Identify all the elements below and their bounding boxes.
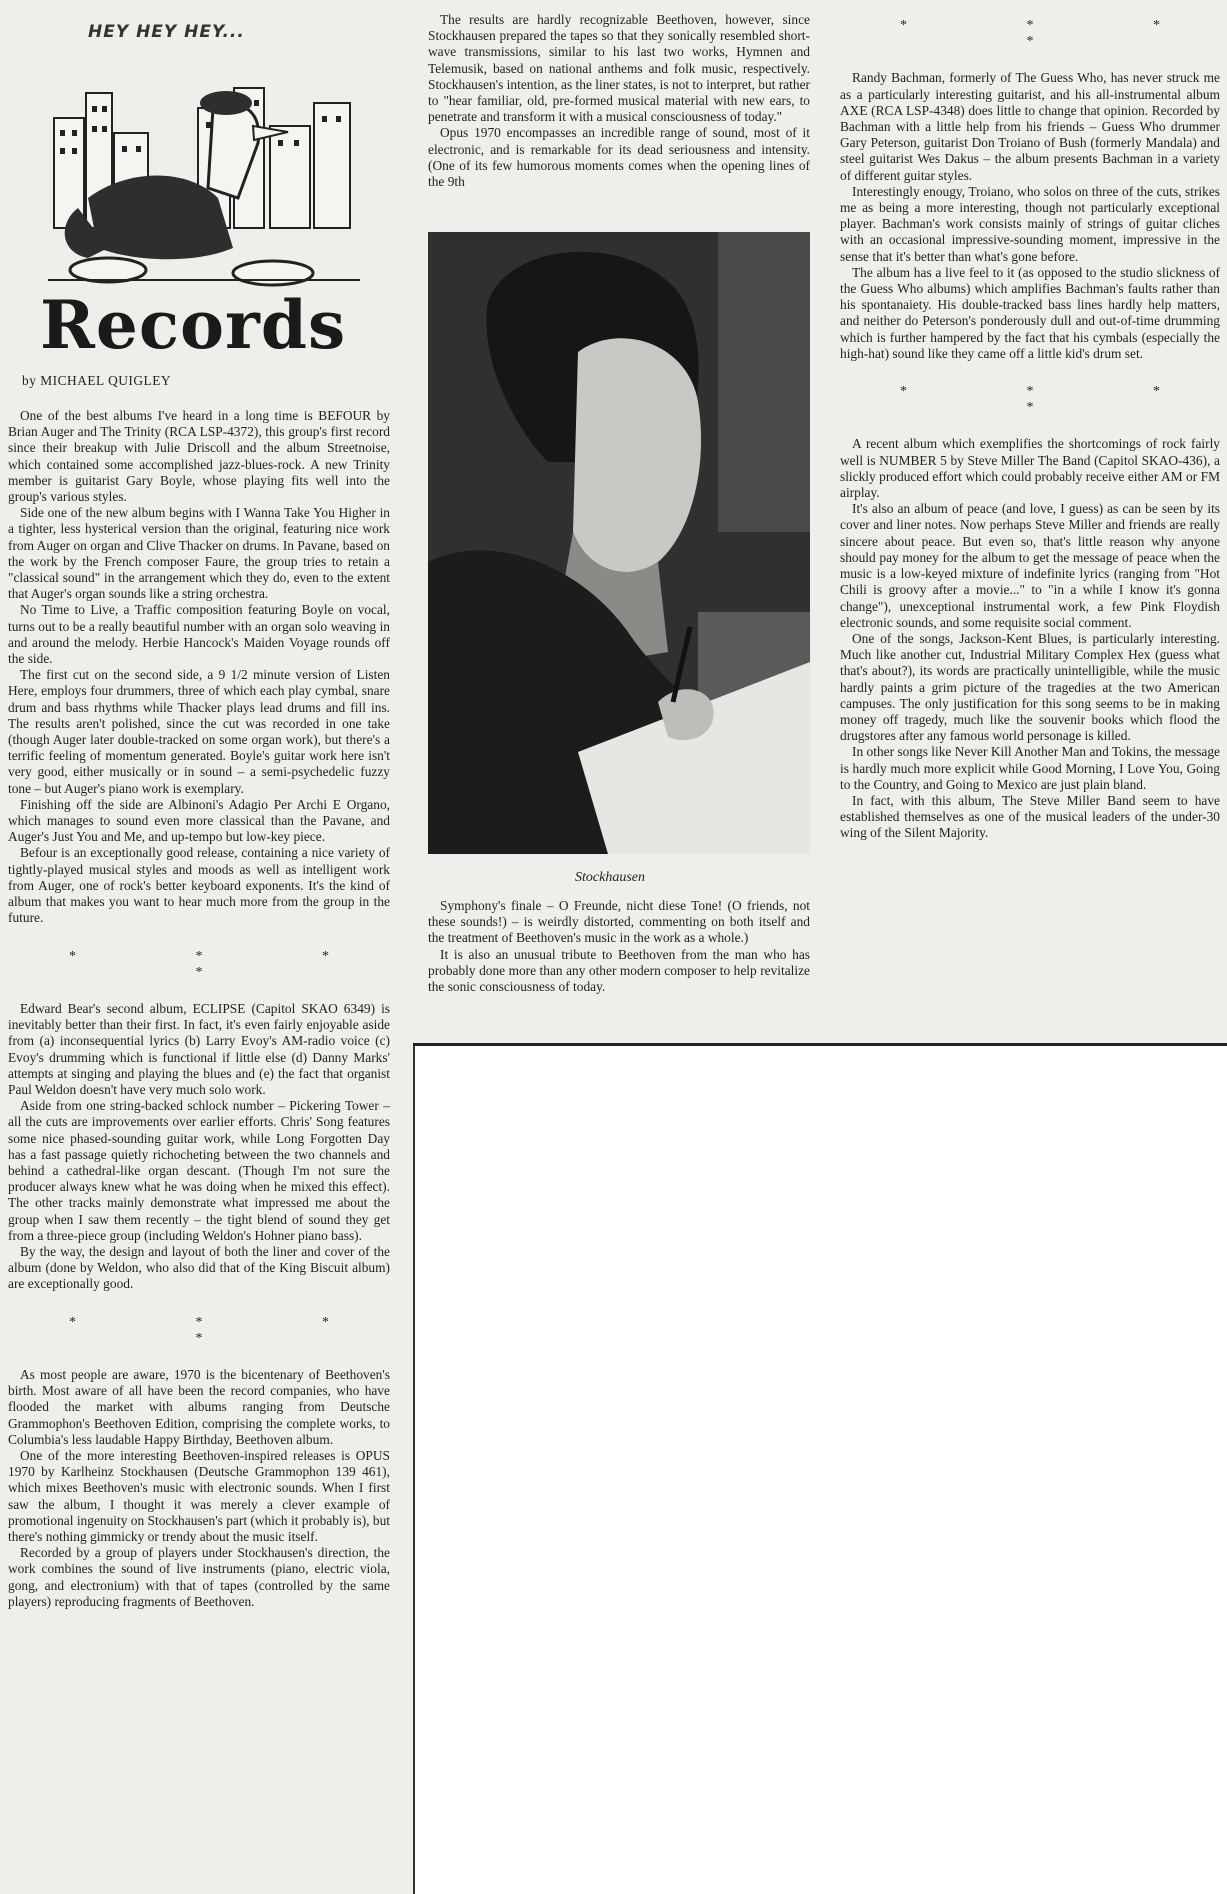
paragraph: The first cut on the second side, a 9 1/2 minute version of Listen Here, employs four drummers, three of which each play cymbal, snare drum and bass rhythms while Thacker plays lead drums and fill ins. The results aren't polished, since the cut was recorded in one take (though Auger later double-tracked on some organ work), but there's a terrific feeling of momentum generated. Boyle's guitar work here isn't very good, either musically or in sound – a semi-psychedelic fuzzy tone – but Auger's piano work is exemplary. — [8, 667, 390, 796]
separator-stars: * * * * — [69, 1314, 387, 1346]
paragraph: No Time to Live, a Traffic composition featuring Boyle on vocal, turns out to be a really beautiful number with an organ solo weaving in and around the melody. Herbie Hancock's Maiden Voyage rounds off the side. — [8, 602, 390, 667]
paragraph: In fact, with this album, The Steve Miller Band seem to have established themselves as one of the musical leaders of the under-30 wing of the Silent Majority. — [840, 792, 1220, 841]
column-2-top — [428, 12, 810, 190]
records-title: Records — [40, 286, 347, 364]
paragraph: Edward Bear's second album, ECLIPSE (Capitol SKAO 6349) is inevitably better than their first. In fact, it's even fairly enjoyable aside from (a) inconsequential lyrics (b) Larry Evoy's AM-radio voice (c) Evoy's drumming which is functional if little else (d) Danny Marks' attempts at singing and playing the blues and (e) the fact that organist Paul Weldon doesn't have very much solo work. — [8, 1000, 390, 1097]
paragraph: Befour is an exceptionally good release, containing a nice variety of tightly-played musical styles and moods as well as intelligent work from Auger, one of rock's better keyboard exponents. It's the kind of album that makes you want to hear much more from the group in the future. — [8, 845, 390, 926]
paragraph: The album has a live feel to it (as opposed to the studio slickness of the Guess Who albums) which amplifies Bachman's faults rather than his spontanaiety. His double-tracked bass lines hardly help matters, and neither do Peterson's ponderously dull and out-of-time drumming which is further hampered by the fact that his cymbals (especially the high-hat) sound like they came off a little kid's drum set. — [840, 264, 1220, 361]
column-1 — [8, 408, 390, 1610]
paragraph: The results are hardly recognizable Beethoven, however, since Stockhausen prepared the tapes so that they sonically resembled short-wave transmissions, similar to his last two works, Hymnen and Telemusik, based on national anthems and folk music, respectively. Stockhausen's intention, as the liner states, is not to interpret, but rather to "hear familiar, old, pre-formed musical material with new ears, to penetrate and transform it with a musical consciousness of today." — [428, 12, 810, 125]
paragraph: Aside from one string-backed schlock number – Pickering Tower – all the cuts are improvements over earlier efforts. Chris' Song features some nice phased-sounding guitar work, while Long Forgotten Day has a fast passage quietly richocheting between the two channels and behind a cathedral-like organ descant. (Though I'm not sure the producer always knew what he was doing when he mixed this effect). The other tracks mainly demonstrate what impressed me about the group when I saw them recently – the tight blend of sound they get from a three-piece group (including Weldon's Hohner piano bass). — [8, 1098, 390, 1243]
photo-caption: Stockhausen — [575, 870, 645, 885]
paragraph: In other songs like Never Kill Another Man and Tokins, the message is hardly much more explicit while Good Morning, I Love You, Going to the Country, and Going to Mexico are just plain bland. — [840, 744, 1220, 792]
paragraph: It's also an album of peace (and love, I guess) as can be seen by its cover and liner notes. Now perhaps Steve Miller and friends are really sincere about peace. But even so, that's little reason why anyone should pay money for the album to get the message of peace when the music is a low-keyed mixture of indefinite lyrics (ranging from "Hot Chili is groovy after a movie..." to "in a while I know it's gonna change"), unexceptional instrumental work, a few Pink Floydish electronic sounds, and some requisite social comment. — [840, 501, 1220, 630]
column-3 — [840, 12, 1220, 842]
paragraph: Finishing off the side are Albinoni's Adagio Per Archi E Organo, which manages to sound even more classical than the Pavane, and Auger's Just You and Me, and up-tempo but low-key piece. — [8, 796, 390, 845]
paragraph: One of the more interesting Beethoven-inspired releases is OPUS 1970 by Karlheinz Stockhausen (Deutsche Grammophon 139 461), which mixes Beethoven's music with electronic sounds. When I first saw the album, I thought it was merely a clever example of promotional ingenuity on Stockhausen's part (which it probably is), but there's nothing gimmicky or trendy about the music itself. — [8, 1447, 390, 1544]
cartoon-illustration — [48, 48, 360, 288]
byline: by MICHAEL QUIGLEY — [22, 373, 172, 388]
separator-stars: * * * * — [900, 384, 1218, 416]
stockhausen-photo — [428, 232, 810, 854]
paragraph: Randy Bachman, formerly of The Guess Who, has never struck me as a particularly interesting guitarist, and his all-instrumental album AXE (RCA LSP-4348) does little to change that opinion. Recorded by Bachman with a little help from his friends – Guess Who drummer Gary Peterson, guitarist Don Troiano of Bush (formerly Mandala) and steel guitarist Wes Dakus – the album presents Bachman in a variety of different guitar styles. — [840, 70, 1220, 183]
paragraph: One of the best albums I've heard in a long time is BEFOUR by Brian Auger and The Trinity (RCA LSP-4372), this group's first record since their breakup with Julie Driscoll and the album Streetnoise, which contained some accomplished jazz-blues-rock. A new Trinity member is guitarist Gary Boyle, whose playing fits well into the group's various styles. — [8, 408, 390, 505]
paragraph: Symphony's finale – O Freunde, nicht diese Tone! (O friends, not these sounds!) – is weirdly distorted, commenting on both itself and the treatment of Beethoven's music in the work as a whole.) — [428, 898, 810, 946]
paragraph: It is also an unusual tribute to Beethoven from the man who has probably done more than any other modern composer to help revitalize the sonic consciousness of today. — [428, 946, 810, 995]
paragraph: As most people are aware, 1970 is the bicentenary of Beethoven's birth. Most aware of all have been the record companies, who have flooded the market with albums ranging from Deutsche Grammophon's Beethoven Edition, comprising the complete works, to Columbia's less laudable Happy Birthday, Beethoven album. — [8, 1366, 390, 1447]
separator-stars: * * * * — [900, 18, 1218, 50]
paragraph: By the way, the design and layout of both the liner and cover of the album (done by Weldon, who also did that of the King Biscuit album) are exceptionally good. — [8, 1243, 390, 1292]
section-heading: HEY HEY HEY... — [88, 22, 245, 42]
paragraph: Interestingly enougy, Troiano, who solos on three of the cuts, strikes me as being a more interesting, though not particularly exceptional player. Bachman's work consists mainly of strings of guitar cliches with an occasional impressive-sounding moment, impressive in the sense that it's better than what's gone before. — [840, 183, 1220, 264]
paragraph: Opus 1970 encompasses an incredible range of sound, most of it electronic, and is remarkable for its dead seriousness and intensity. (One of its few humorous moments comes when the opening lines of the 9th — [428, 125, 810, 190]
paragraph: Recorded by a group of players under Stockhausen's direction, the work combines the sound of live instruments (piano, electric viola, gong, and electronium) with that of tapes (controlled by the same players) reproducing fragments of Beethoven. — [8, 1545, 390, 1609]
column-2-bottom — [428, 898, 810, 995]
paragraph: Side one of the new album begins with I Wanna Take You Higher in a tighter, less hysterical version than the original, featuring nice work from Auger on organ and Clive Thacker on drums. In Pavane, based on the work by the French composer Faure, the group tries to retain a "classical sound" in the arrangement which they do, even to the extent that Auger's organ sounds like a string orchestra. — [8, 505, 390, 602]
paragraph: A recent album which exemplifies the shortcomings of rock fairly well is NUMBER 5 by Steve Miller The Band (Capitol SKAO-436), a slickly produced effort which could probably receive either AM or FM airplay. — [840, 436, 1220, 501]
separator-stars: * * * * — [69, 948, 387, 980]
paragraph: One of the songs, Jackson-Kent Blues, is particularly interesting. Much like another cut, Industrial Military Complex Hex (guess what that's about?), its words are practically unintelligible, while the music hardly paints a grim picture of the tragedies at the two American campuses. The only justification for this song seems to be in making money off tragedy, much like the souvenir books which flood the drugstores after any famous world personage is killed. — [840, 630, 1220, 744]
